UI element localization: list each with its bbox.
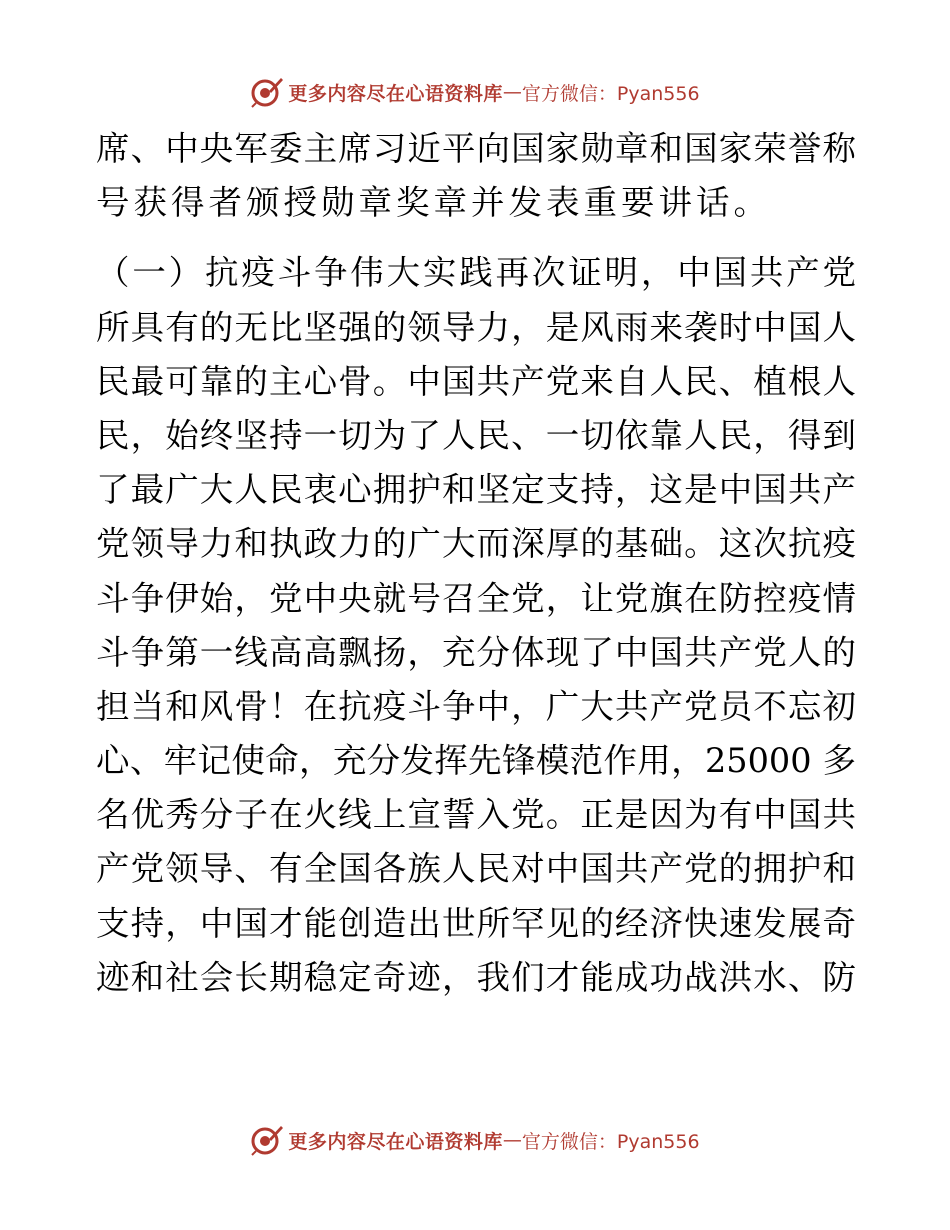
document-body [96,122,856,1005]
text-line: 迹和社会长期稳定奇迹，我们才能成功战洪水、防 [96,957,856,997]
text-line: 心、牢记使命，充分发挥先锋模范作用，25000 多 [96,741,856,781]
text-line: 民，始终坚持一切为了人民、一切依靠人民，得到 [96,415,856,455]
quill-logo-icon [250,1123,284,1157]
quill-logo-icon [250,75,284,109]
text-line: 斗争第一线高高飘扬，充分体现了中国共产党人的 [96,632,856,672]
text-line: 产党领导、有全国各族人民对中国共产党的拥护和 [96,849,856,889]
text-line: 党领导力和执政力的广大而深厚的基础。这次抗疫 [96,524,856,564]
text-line: 支持，中国才能创造出世所罕见的经济快速发展奇 [96,903,856,943]
text-line: 名优秀分子在火线上宣誓入党。正是因为有中国共 [96,795,856,835]
text-line: （一）抗疫斗争伟大实践再次证明，中国共产党 [96,253,856,293]
text-line: 席、中央军委主席习近平向国家勋章和国家荣誉称 [96,129,856,168]
footer-watermark [0,1120,950,1160]
text-line: 担当和风骨！在抗疫斗争中，广大共产党员不忘初 [96,686,856,726]
paragraph-gap [96,230,856,246]
text-line: 了最广大人民衷心拥护和坚定支持，这是中国共产 [96,470,856,510]
watermark-contact: 官方微信：Pyan556 [521,82,700,105]
text-line: 号获得者颁授勋章奖章并发表重要讲话。 [96,183,771,223]
text-line: 所具有的无比坚强的领导力，是风雨来袭时中国人 [96,307,856,347]
watermark-separator: — [502,1129,522,1151]
watermark-contact: 官方微信：Pyan556 [521,1130,700,1153]
watermark-text: 更多内容尽在心语资料库 [288,82,503,105]
text-line: 斗争伊始，党中央就号召全党，让党旗在防控疫情 [96,578,856,618]
watermark-separator: — [502,81,522,103]
text-line: 民最可靠的主心骨。中国共产党来自人民、植根人 [96,361,856,401]
header-watermark [0,72,950,112]
watermark-text: 更多内容尽在心语资料库 [288,1130,503,1153]
